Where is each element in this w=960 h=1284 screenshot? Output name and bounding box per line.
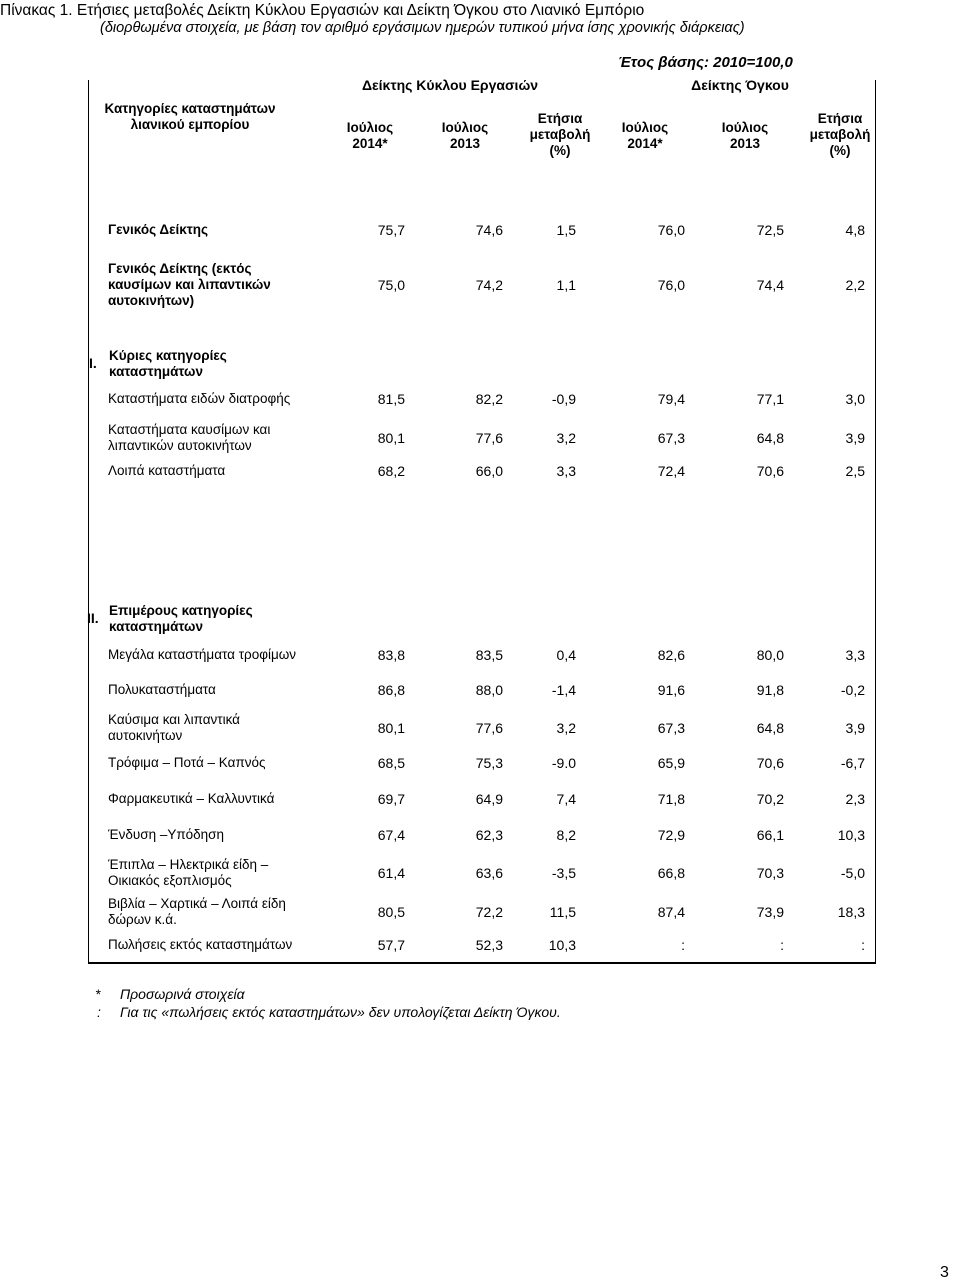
cell-value: -5,0 [840,865,865,881]
cell-value: 1,5 [556,222,576,238]
section-ii-numeral: II. [87,610,99,626]
cell-value: 67,3 [657,430,685,446]
cell-value: 66,1 [756,827,784,843]
row-label-line: Λοιπά καταστήματα [108,463,226,478]
cell-value: 18,3 [837,904,865,920]
cell-value: 75,0 [377,277,405,293]
row-label [108,712,326,744]
cell-value: 64,8 [756,430,784,446]
volume-group-header: Δείκτης Όγκου [691,77,789,93]
header-volume-annual-change: Ετήσια μεταβολή (%) [809,111,871,158]
cell-value: 7,4 [556,791,576,807]
footnote-provisional: Προσωρινά στοιχεία [120,986,245,1002]
row-label-line: Μεγάλα καταστήματα τροφίμων [108,647,297,662]
cell-value: : [681,937,685,953]
cell-value: -9.0 [551,755,576,771]
footnote-mark-volume: : [97,1004,101,1020]
section-ii-title: Επιμέρους κατηγορίες καταστημάτων [109,603,253,634]
cell-value: 73,9 [756,904,784,920]
row-label-line: καυσίμων και λιπαντικών [108,277,271,292]
cell-value: 81,5 [377,391,405,407]
row-label-line: Γενικός Δείκτης [108,222,209,237]
row-label-line: Πωλήσεις εκτός καταστημάτων [108,937,293,952]
cell-value: 8,2 [556,827,576,843]
cell-value: 83,5 [475,647,503,663]
cell-value: 72,2 [475,904,503,920]
cell-value: 72,9 [657,827,685,843]
cell-value: 1,1 [556,277,576,293]
cell-value: 72,4 [657,463,685,479]
cell-value: 52,3 [475,937,503,953]
cell-value: 2,3 [845,791,865,807]
header-turnover-annual-change: Ετήσια μεταβολή (%) [529,111,591,158]
cell-value: 76,0 [657,222,685,238]
table-subtitle: (διορθωμένα στοιχεία, με βάση τον αριθμό εργάσιμων ημερών τυπικού μήνα ίσης χρονικής διάρκειας) [100,20,745,36]
row-label [108,827,326,843]
row-label [108,857,326,889]
row-label [108,755,326,771]
row-label-line: αυτοκινήτων [108,728,183,743]
row-label-line: Ένδυση –Υπόδηση [108,827,225,842]
cell-value: 83,8 [377,647,405,663]
turnover-group-header: Δείκτης Κύκλου Εργασιών [361,77,539,93]
row-label-line: Καταστήματα ειδών διατροφής [108,391,291,406]
row-label-line: Καταστήματα καυσίμων και [108,422,271,437]
row-label [108,391,326,407]
row-label-line: Τρόφιμα – Ποτά – Καπνός [108,755,266,770]
cell-value: 2,2 [845,277,865,293]
row-label-line: Οικιακός εξοπλισμός [108,873,232,888]
header-volume-jul2013: Ιούλιος 2013 [721,120,769,151]
cell-value: 64,9 [475,791,503,807]
row-label-line: Φαρμακευτικά – Καλλυντικά [108,791,275,806]
cell-value: 70,6 [756,755,784,771]
cell-value: 80,1 [377,720,405,736]
cell-value: 3,2 [556,720,576,736]
cell-value: -3,5 [551,865,576,881]
cell-value: 71,8 [657,791,685,807]
cell-value: 77,6 [475,720,503,736]
cell-value: 74,4 [756,277,784,293]
cell-value: 76,0 [657,277,685,293]
cell-value: 72,5 [756,222,784,238]
cell-value: 61,4 [377,865,405,881]
cell-value: 75,7 [377,222,405,238]
footnote-volume: Για τις «πωλήσεις εκτός καταστημάτων» δεν υπολογίζεται Δείκτη Όγκου. [120,1004,561,1020]
row-label-line: Καύσιμα και λιπαντικά [108,712,240,727]
row-label-line: Πολυκαταστήματα [108,682,216,697]
cell-value: 88,0 [475,682,503,698]
category-header-line2: λιανικού εμπορίου [130,117,250,132]
cell-value: 4,8 [845,222,865,238]
cell-value: 67,3 [657,720,685,736]
cell-value: -0,2 [840,682,865,698]
cell-value: 3,0 [845,391,865,407]
base-year-note: Έτος βάσης: 2010=100,0 [618,54,793,71]
cell-value: 11,5 [549,904,576,920]
row-label [108,791,326,807]
cell-value: 80,0 [756,647,784,663]
cell-value: 66,8 [657,865,685,881]
cell-value: : [861,937,865,953]
cell-value: 91,6 [657,682,685,698]
cell-value: 3,9 [845,430,865,446]
cell-value: 70,6 [756,463,784,479]
row-label-line: Έπιπλα – Ηλεκτρικά είδη – [108,857,269,872]
cell-value: 2,5 [845,463,865,479]
cell-value: 70,2 [756,791,784,807]
footnote-mark-provisional: * [95,986,101,1002]
cell-value: 68,5 [377,755,405,771]
row-label [108,937,326,953]
cell-value: 10,3 [837,827,865,843]
cell-value: 70,3 [756,865,784,881]
category-header-line1: Κατηγορίες καταστημάτων [104,101,276,116]
row-label [108,463,326,479]
cell-value: 80,5 [377,904,405,920]
row-label [108,222,326,238]
cell-value: 77,6 [475,430,503,446]
cell-value: 3,3 [556,463,576,479]
row-label-line: Γενικός Δείκτης (εκτός [108,261,252,276]
cell-value: 74,6 [475,222,503,238]
header-volume-jul2014: Ιούλιος 2014* [621,120,669,151]
cell-value: 0,4 [556,647,576,663]
cell-value: 80,1 [377,430,405,446]
cell-value: 79,4 [657,391,685,407]
row-label-line: δώρων κ.ά. [108,912,177,927]
cell-value: 67,4 [377,827,405,843]
header-turnover-jul2013: Ιούλιος 2013 [441,120,489,151]
page-number: 3 [940,1264,949,1281]
cell-value: 77,1 [756,391,784,407]
cell-value: 87,4 [657,904,685,920]
cell-value: 69,7 [377,791,405,807]
section-i-title: Κύριες κατηγορίες καταστημάτων [109,348,227,379]
category-header [95,101,285,133]
row-label [108,261,326,309]
cell-value: 82,2 [475,391,503,407]
cell-value: 82,6 [657,647,685,663]
row-label [108,647,326,663]
cell-value: 3,3 [845,647,865,663]
row-label [108,682,326,698]
cell-value: 62,3 [475,827,503,843]
cell-value: 63,6 [475,865,503,881]
cell-value: 3,9 [845,720,865,736]
cell-value: 57,7 [377,937,405,953]
header-turnover-jul2014: Ιούλιος 2014* [346,120,394,151]
cell-value: -6,7 [840,755,865,771]
table-title: Πίνακας 1. Ετήσιες μεταβολές Δείκτη Κύκλου Εργασιών και Δείκτη Όγκου στο Λιανικό Εμπόριο [0,2,645,19]
cell-value: 3,2 [556,430,576,446]
cell-value: 68,2 [377,463,405,479]
row-label [108,422,326,454]
cell-value: 65,9 [657,755,685,771]
cell-value: 66,0 [475,463,503,479]
cell-value: 74,2 [475,277,503,293]
row-label-line: Βιβλία – Χαρτικά – Λοιπά είδη [108,896,286,911]
row-label-line: λιπαντικών αυτοκινήτων [108,438,252,453]
cell-value: 91,8 [756,682,784,698]
row-label-line: αυτοκινήτων) [108,293,195,308]
cell-value: 64,8 [756,720,784,736]
cell-value: 86,8 [377,682,405,698]
cell-value: : [780,937,784,953]
section-i-numeral: I. [89,355,97,371]
cell-value: 10,3 [548,937,576,953]
row-label [108,896,326,928]
cell-value: 75,3 [475,755,503,771]
cell-value: -0,9 [551,391,576,407]
cell-value: -1,4 [551,682,576,698]
